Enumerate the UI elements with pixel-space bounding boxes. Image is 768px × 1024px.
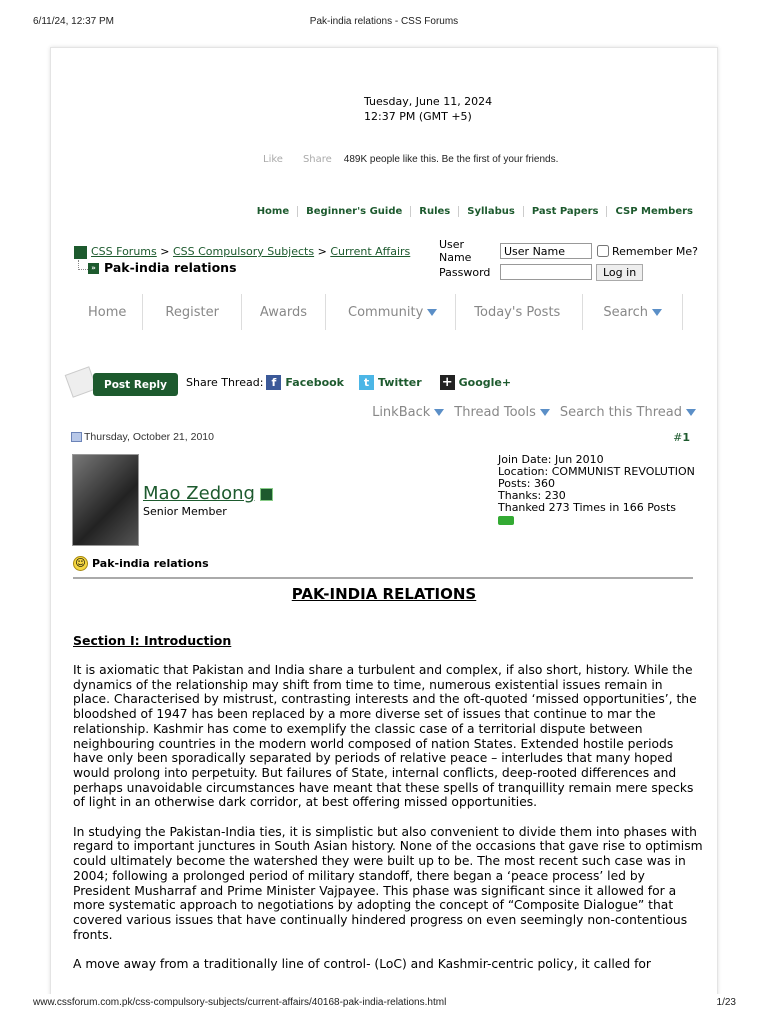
location: Location: COMMUNIST REVOLUTION — [498, 465, 695, 478]
print-url: www.cssforum.com.pk/css-compulsory-subjects/current-affairs/40168-pak-india-relations.html — [33, 997, 447, 1008]
nav-community-label: Community — [348, 304, 424, 320]
join-date: Join Date: Jun 2010 — [498, 453, 604, 466]
breadcrumb — [74, 245, 410, 275]
avatar[interactable] — [72, 454, 139, 546]
post-reply-label: Post Reply — [93, 373, 178, 396]
nav-register-label: Register — [165, 304, 219, 320]
breadcrumb-current-affairs[interactable]: Current Affairs — [330, 245, 411, 258]
post-body — [73, 663, 703, 986]
facebook-like-widget — [263, 154, 558, 165]
paragraph: In studying the Pakistan-India ties, it is simplistic but also convenient to divide them into phases with regard to important junctures in South Asian history. None of the occasions that gave rise to optimism could ultimately become the watershed they were built up to be. The most recent such case was in 2004; following a prolonged period of military standoff, there began a ‘peace process’ led by President Musharraf and Prime Minister Vajpayee. This phase was significant since it allowed for a more systematic approach to negotiations by adopting the concept of “Composite Dialogue” that covered various issues that have continually hindered progress on even seemingly non-contentious fronts. — [73, 824, 703, 942]
nav-todays-posts-label: Today's Posts — [474, 304, 561, 320]
nav-register[interactable] — [143, 294, 242, 330]
posts-count: Posts: 360 — [498, 477, 555, 490]
top-link-syllabus[interactable]: Syllabus — [459, 206, 524, 217]
twitter-icon: t — [359, 375, 374, 390]
current-date — [364, 94, 492, 124]
author-link[interactable]: Mao Zedong — [143, 483, 255, 504]
thread-tools-menu[interactable] — [454, 405, 550, 420]
fb-count: 489K people like this. Be the first of your friends. — [343, 154, 559, 165]
top-link-rules[interactable]: Rules — [411, 206, 459, 217]
remember-me-label: Remember Me? — [612, 244, 698, 258]
thanked-count: Thanked 273 Times in 166 Posts — [498, 501, 677, 514]
username-label: User Name — [439, 238, 472, 264]
top-link-beginners-guide[interactable]: Beginner's Guide — [298, 206, 411, 217]
date-time: 12:37 PM (GMT +5) — [364, 110, 472, 123]
google-plus-icon: + — [440, 375, 455, 390]
login-form — [439, 238, 698, 281]
fb-share-button[interactable]: Share — [302, 154, 332, 165]
author-stats — [498, 454, 695, 525]
login-button[interactable]: Log in — [596, 264, 643, 281]
nav-todays-posts[interactable] — [456, 294, 583, 330]
dropdown-icon — [540, 409, 550, 416]
date-day: Tuesday, June 11, 2024 — [364, 95, 493, 108]
post-date — [71, 431, 214, 443]
thread-tools-label: Thread Tools — [454, 405, 536, 420]
thread-tools-bar — [372, 405, 696, 420]
thread-arrow-icon: » — [88, 263, 99, 274]
main-nav — [72, 294, 683, 330]
print-page: 1/23 — [716, 997, 736, 1008]
breadcrumb-compulsory-subjects[interactable]: CSS Compulsory Subjects — [172, 245, 315, 258]
smiley-icon: ☺ — [73, 556, 88, 571]
post-date-text: Thursday, October 21, 2010 — [84, 431, 214, 443]
share-twitter-link[interactable]: Twitter — [378, 375, 422, 389]
share-facebook-link[interactable]: Facebook — [285, 375, 344, 389]
post-title-text: Pak-india relations — [92, 557, 209, 570]
reputation-icon — [498, 516, 514, 525]
breadcrumb-sep: > — [160, 245, 170, 258]
post-author — [143, 483, 273, 518]
post-number[interactable] — [673, 431, 690, 444]
fb-like-button[interactable]: Like — [263, 154, 283, 165]
post-number-value: 1 — [682, 431, 690, 444]
search-thread-menu[interactable] — [560, 405, 696, 420]
forum-icon — [74, 246, 87, 259]
print-title: Pak-india relations - CSS Forums — [309, 16, 459, 27]
search-thread-label: Search this Thread — [559, 405, 682, 420]
paragraph: A move away from a traditionally line of control- (LoC) and Kashmir-centric policy, it called for — [73, 957, 651, 972]
top-link-past-papers[interactable]: Past Papers — [524, 206, 608, 217]
username-input[interactable] — [500, 243, 592, 259]
post-title — [73, 556, 209, 571]
author-rank: Senior Member — [143, 505, 227, 518]
paragraph: It is axiomatic that Pakistan and India share a turbulent and complex, if also short, history. While the dynamics of the relationship may shift from time to time, numerous existential issues remain in place. Characterised by mistrust, contrasting interests and the oft-quoted ‘missed opportunities’, the bloodshed of 1947 has been replaced by a more diverse set of issues that continue to mar the relationship. Kashmir has come to exemplify the classic case of a territorial dispute between neighbouring countries in the modern world composed of nation States. Extended hostile periods have only been sporadically separated by periods of relative peace – interludes that many hoped would prolong into perpetuity. But failures of State, internal conflicts, deep-rooted differences and perhaps unavoidable circumstances have meant that these spells of tranquillity remain mere specks of light in an otherwise dark corridor, at best offering missed opportunities. — [73, 663, 697, 810]
thanks-count: Thanks: 230 — [498, 489, 566, 502]
dropdown-icon — [427, 309, 437, 316]
linkback-menu[interactable] — [372, 405, 444, 420]
dropdown-icon — [434, 409, 444, 416]
thread-actions — [68, 368, 511, 396]
password-label: Password — [439, 265, 491, 279]
facebook-icon: f — [266, 375, 281, 390]
nav-awards-label: Awards — [259, 304, 308, 320]
top-links — [249, 206, 693, 217]
section-heading: Section I: Introduction — [73, 633, 232, 648]
top-link-csp-members[interactable]: CSP Members — [615, 206, 693, 217]
password-input[interactable] — [500, 264, 592, 280]
breadcrumb-current: Pak-india relations — [104, 259, 237, 275]
nav-community[interactable] — [326, 294, 456, 330]
remember-me-checkbox[interactable] — [597, 245, 609, 257]
print-datetime: 6/11/24, 12:37 PM — [33, 16, 114, 27]
nav-search-label: Search — [603, 304, 649, 320]
share-google-link[interactable]: Google+ — [458, 375, 512, 389]
breadcrumb-css-forums[interactable]: CSS Forums — [91, 245, 157, 258]
breadcrumb-sep: > — [317, 245, 327, 258]
nav-search[interactable] — [583, 294, 683, 330]
top-link-home[interactable]: Home — [249, 206, 298, 217]
post-number-prefix: # — [673, 431, 683, 444]
nav-home-label: Home — [88, 304, 127, 320]
post-divider — [73, 577, 693, 579]
nav-awards[interactable] — [242, 294, 326, 330]
share-thread-label: Share Thread: — [186, 375, 264, 389]
post-reply-button[interactable] — [68, 368, 178, 396]
post-icon — [71, 432, 82, 442]
dropdown-icon — [686, 409, 696, 416]
dropdown-icon — [652, 309, 662, 316]
post-heading: PAK-INDIA RELATIONS — [291, 585, 477, 603]
nav-home[interactable] — [72, 294, 143, 330]
online-status-icon — [260, 488, 273, 501]
linkback-label: LinkBack — [372, 405, 431, 420]
